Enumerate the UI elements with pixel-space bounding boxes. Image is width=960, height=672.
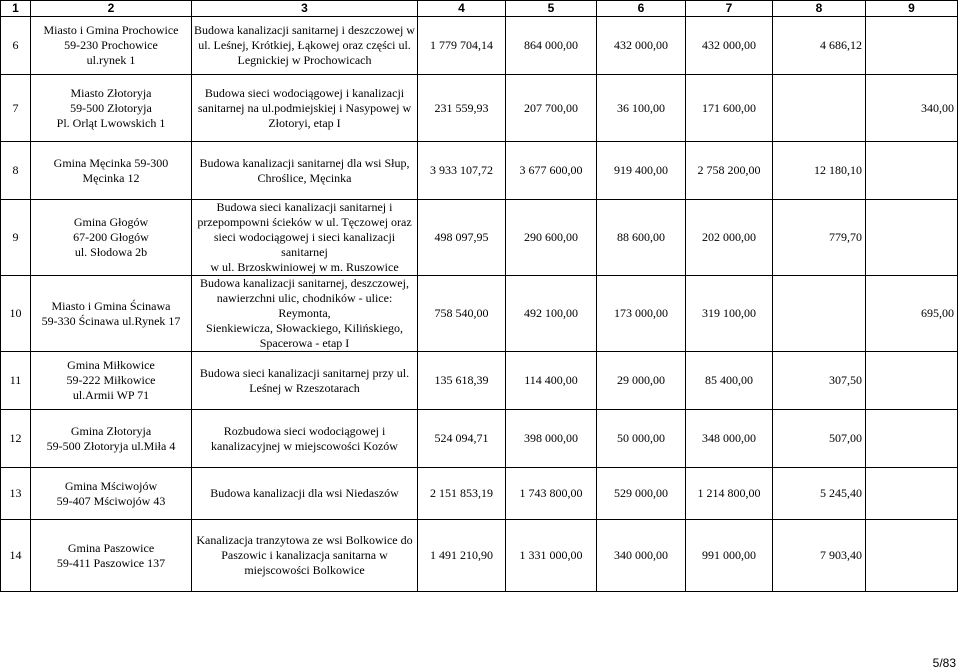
amount-cell-9 [866,352,958,410]
project-line: Paszowic i kanalizacja sanitarna w [221,548,388,562]
amount-cell-6: 432 000,00 [597,17,686,75]
table-row [1,200,958,276]
amount-cell-5: 3 677 600,00 [506,142,597,200]
project-cell [192,75,418,142]
amount-cell-9: 695,00 [866,276,958,352]
row-number-cell: 11 [1,352,31,410]
beneficiary-line: ul. Słodowa 2b [74,245,148,259]
beneficiary-line: Męcinka 12 [82,170,140,185]
amount-cell-5: 492 100,00 [506,276,597,352]
amount-cell-6: 173 000,00 [597,276,686,352]
project-line: ul. Leśnej, Krótkiej, Łąkowej oraz części ul. [198,38,411,52]
amount-cell-5: 207 700,00 [506,75,597,142]
amount-cell-6: 340 000,00 [597,520,686,592]
beneficiary-cell [31,352,192,410]
amount-cell-7: 85 400,00 [686,352,773,410]
header-cell: 9 [866,1,958,17]
project-line: nawierzchni ulic, chodników - ulice: Reymonta, [216,291,393,320]
project-cell [192,200,418,276]
project-line: przepompowni ścieków w ul. Tęczowej oraz [197,215,412,229]
header-row [1,1,958,17]
beneficiary-cell [31,17,192,75]
header-cell: 5 [506,1,597,17]
beneficiary-line: Pl. Orląt Lwowskich 1 [56,115,166,130]
beneficiary-line: Gmina Paszowice [67,540,155,555]
amount-cell-5: 1 331 000,00 [506,520,597,592]
row-number-cell: 6 [1,17,31,75]
amount-cell-8: 779,70 [773,200,866,276]
project-line: sanitarnej na ul.podmiejskiej i Nasypowej w [197,100,412,115]
amount-cell-7: 171 600,00 [686,75,773,142]
amount-cell-9: 340,00 [866,75,958,142]
amount-cell-6: 919 400,00 [597,142,686,200]
amount-cell-8: 507,00 [773,410,866,468]
amount-cell-5: 290 600,00 [506,200,597,276]
project-line: Budowa sieci wodociągowej i kanalizacji [204,85,405,100]
table-row [1,410,958,468]
amount-cell-8 [773,276,866,352]
amount-cell-4: 1 779 704,14 [418,17,506,75]
beneficiary-cell [31,410,192,468]
row-number-cell: 9 [1,200,31,276]
beneficiary-line: Miasto i Gmina Ścinawa [51,298,171,313]
header-cell: 3 [192,1,418,17]
amount-cell-5: 398 000,00 [506,410,597,468]
amount-cell-9 [866,410,958,468]
amount-cell-8: 4 686,12 [773,17,866,75]
beneficiary-cell [31,75,192,142]
table-row [1,520,958,592]
beneficiary-cell [31,520,192,592]
amount-cell-4: 758 540,00 [418,276,506,352]
project-line: Budowa sieci kanalizacji sanitarnej i [216,200,393,214]
amount-cell-6: 529 000,00 [597,468,686,520]
project-cell [192,276,418,352]
page-number: 5/83 [932,656,956,670]
beneficiary-line: 59-411 Paszowice 137 [56,555,166,570]
beneficiary-line: 59-500 Złotoryja [70,100,152,115]
project-cell [192,142,418,200]
beneficiary-line: 59-500 Złotoryja ul.Miła 4 [46,438,176,453]
amount-cell-8: 7 903,40 [773,520,866,592]
amount-cell-4: 135 618,39 [418,352,506,410]
beneficiary-line: Gmina Miłkowice [67,358,155,372]
amount-cell-4: 2 151 853,19 [418,468,506,520]
row-number-cell: 7 [1,75,31,142]
amount-cell-4: 1 491 210,90 [418,520,506,592]
beneficiary-line: 59-330 Ścinawa ul.Rynek 17 [41,313,181,328]
row-number-cell: 12 [1,410,31,468]
amount-cell-4: 231 559,93 [418,75,506,142]
project-line: Budowa kanalizacji sanitarnej dla wsi Słup, [199,155,410,170]
beneficiary-line: Miasto i Gmina Prochowice [43,23,179,37]
amount-cell-9 [866,17,958,75]
header-cell: 7 [686,1,773,17]
project-line: kanalizacyjnej w miejscowości Kozów [211,438,398,453]
amount-cell-9 [866,468,958,520]
project-line: Kanalizacja tranzytowa ze wsi Bolkowice do [196,533,413,547]
amount-cell-6: 29 000,00 [597,352,686,410]
table-row [1,468,958,520]
project-line: w ul. Brzoskwiniowej w m. Ruszowice [210,260,399,274]
project-cell [192,520,418,592]
project-line: Leśnej w Rzeszotarach [249,380,360,395]
row-number-cell: 14 [1,520,31,592]
table-row [1,142,958,200]
amount-cell-7: 348 000,00 [686,410,773,468]
beneficiary-line: Miasto Złotoryja [70,85,152,100]
project-line: Chroślice, Męcinka [257,170,352,185]
amount-cell-6: 50 000,00 [597,410,686,468]
header-cell: 8 [773,1,866,17]
project-line: Budowa kanalizacji sanitarnej, deszczowej, [200,276,409,290]
row-number-cell: 8 [1,142,31,200]
project-cell [192,352,418,410]
project-line: sieci wodociągowej i sieci kanalizacji sanitarnej [213,230,396,259]
amount-cell-7: 432 000,00 [686,17,773,75]
beneficiary-line: Gmina Męcinka 59-300 [53,155,169,170]
header-cell: 2 [31,1,192,17]
amount-cell-7: 202 000,00 [686,200,773,276]
header-cell: 4 [418,1,506,17]
project-line: Sienkiewicza, Słowackiego, Kilińskiego, [206,321,403,335]
project-line: Budowa kanalizacji dla wsi Niedaszów [210,486,399,500]
project-line: Spacerowa - etap I [259,336,350,350]
beneficiary-cell [31,276,192,352]
beneficiary-line: ul.rynek 1 [86,53,136,67]
beneficiary-line: Gmina Złotoryja [70,423,152,438]
amount-cell-8: 307,50 [773,352,866,410]
row-number-cell: 13 [1,468,31,520]
table-row [1,276,958,352]
table-row [1,17,958,75]
beneficiary-line: 59-230 Prochowice [64,38,158,52]
beneficiary-line: 59-222 Miłkowice [66,373,156,387]
amount-cell-6: 88 600,00 [597,200,686,276]
beneficiary-line: Gmina Głogów [73,215,149,229]
amount-cell-9 [866,520,958,592]
table-row [1,352,958,410]
amount-cell-8 [773,75,866,142]
project-cell [192,468,418,520]
amount-cell-5: 1 743 800,00 [506,468,597,520]
project-line: Złotoryi, etap I [268,115,341,130]
amount-cell-7: 319 100,00 [686,276,773,352]
amount-cell-5: 114 400,00 [506,352,597,410]
table-row [1,75,958,142]
row-number-cell: 10 [1,276,31,352]
beneficiary-line: Gmina Mściwojów [64,478,158,493]
project-line: Budowa kanalizacji sanitarnej i deszczowej w [194,23,415,37]
amount-cell-8: 12 180,10 [773,142,866,200]
project-line: Budowa sieci kanalizacji sanitarnej przy ul. [199,365,410,380]
amount-cell-6: 36 100,00 [597,75,686,142]
project-line: Rozbudowa sieci wodociągowej i [223,423,386,438]
amount-cell-9 [866,200,958,276]
header-cell: 6 [597,1,686,17]
amount-cell-8: 5 245,40 [773,468,866,520]
beneficiary-line: ul.Armii WP 71 [72,388,150,402]
amount-cell-4: 498 097,95 [418,200,506,276]
project-line: miejscowości Bolkowice [244,563,365,577]
project-cell [192,410,418,468]
beneficiary-cell [31,468,192,520]
amount-cell-7: 1 214 800,00 [686,468,773,520]
beneficiary-line: 59-407 Mściwojów 43 [56,493,166,508]
amount-cell-9 [866,142,958,200]
project-line: Legnickiej w Prochowicach [237,53,372,67]
amount-cell-5: 864 000,00 [506,17,597,75]
header-cell: 1 [1,1,31,17]
project-cell [192,17,418,75]
amount-cell-7: 2 758 200,00 [686,142,773,200]
beneficiary-cell [31,142,192,200]
amount-cell-4: 524 094,71 [418,410,506,468]
beneficiary-line: 67-200 Głogów [73,230,149,244]
amount-cell-4: 3 933 107,72 [418,142,506,200]
beneficiary-cell [31,200,192,276]
amount-cell-7: 991 000,00 [686,520,773,592]
